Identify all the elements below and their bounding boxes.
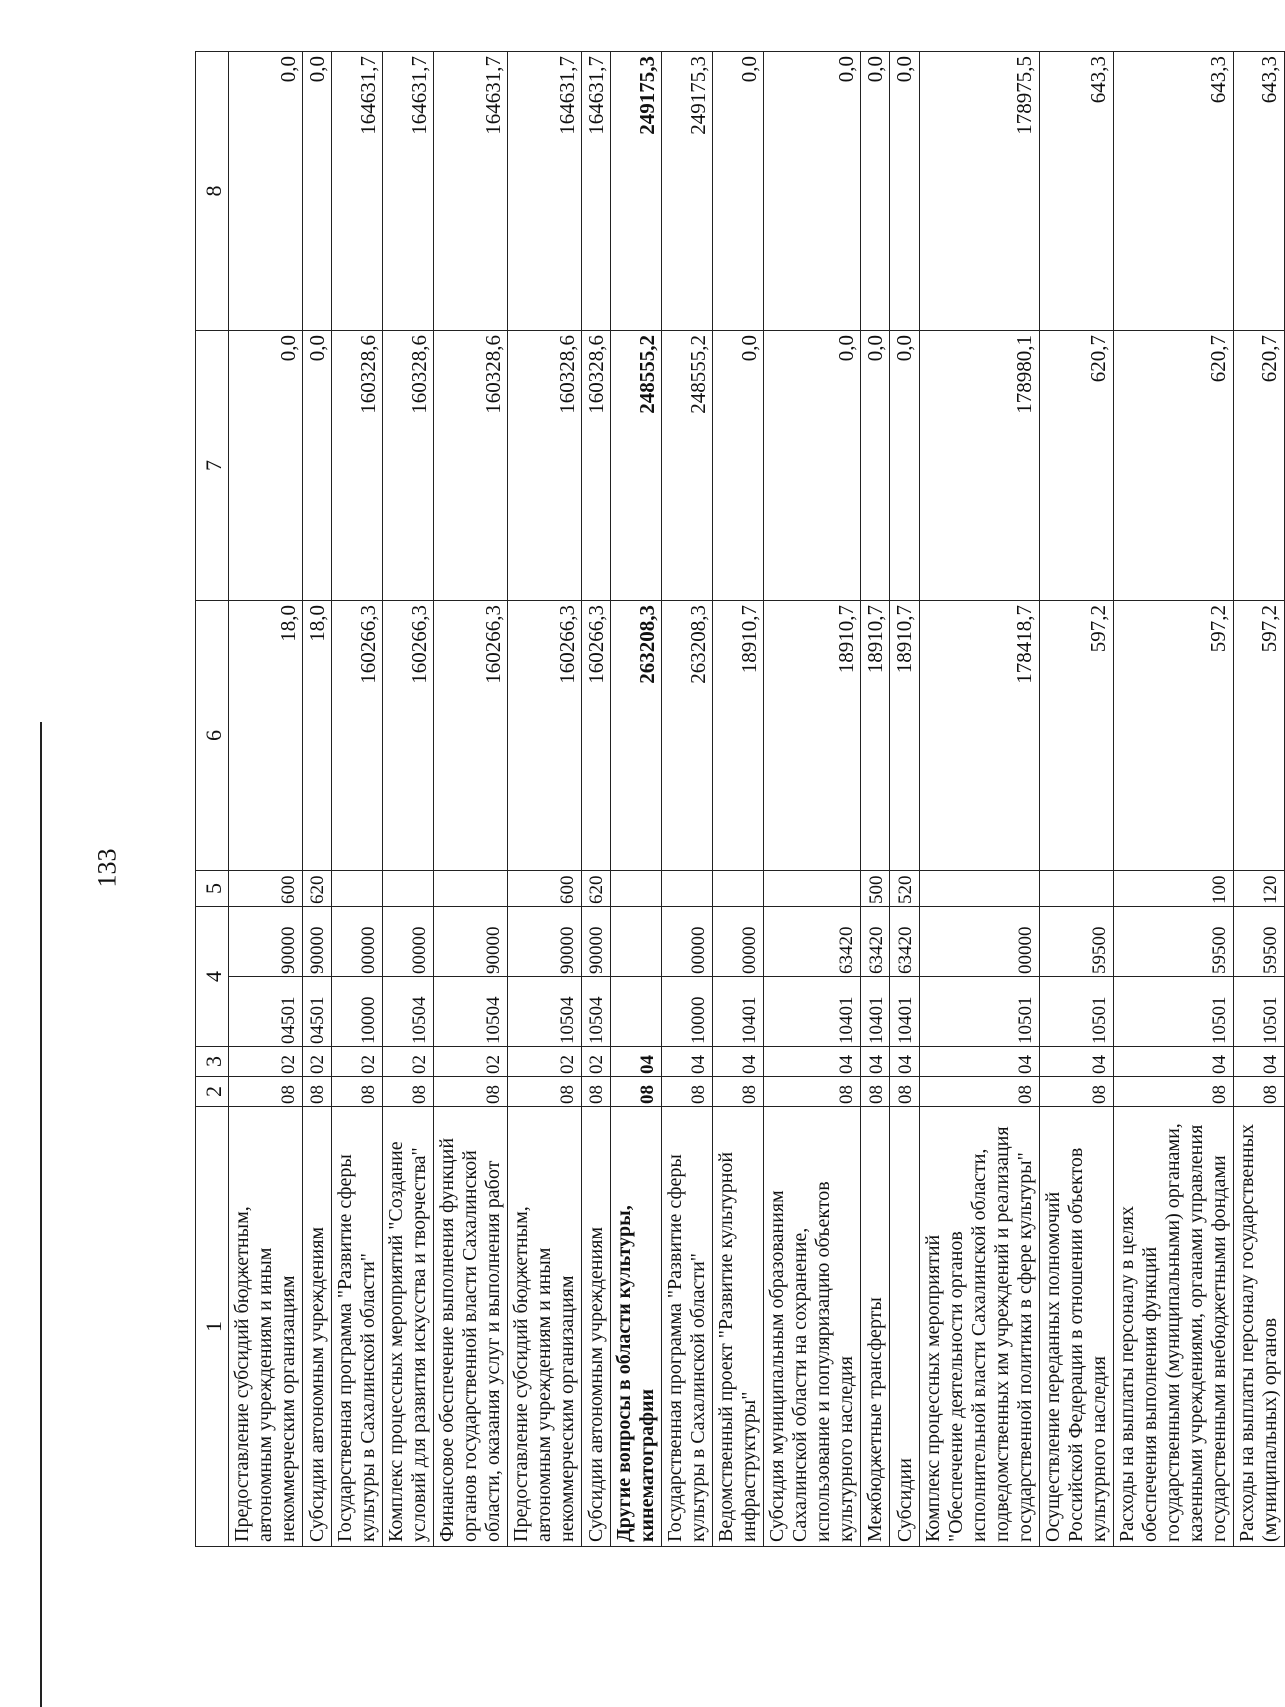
section-code-cell: 08 xyxy=(1113,1077,1233,1107)
row-name-cell: Государственная программа "Развитие сферы культуры в Сахалинской области" xyxy=(332,1107,383,1547)
amount-col-8-cell: 643,3 xyxy=(1113,52,1233,331)
subsection-code-cell: 02 xyxy=(434,1047,508,1077)
amount-col-6-cell: 597,2 xyxy=(1039,601,1113,871)
expense-type-cell: 600 xyxy=(508,871,582,907)
table-row xyxy=(1039,52,1113,1547)
expense-type-cell xyxy=(1039,871,1113,907)
target-article-suffix-cell: 63420 xyxy=(764,907,861,977)
header-col-5: 5 xyxy=(196,871,229,907)
expense-type-cell: 520 xyxy=(890,871,919,907)
amount-col-6-cell: 18,0 xyxy=(229,601,303,871)
subsection-code-cell: 04 xyxy=(611,1047,662,1077)
subsection-code-cell: 02 xyxy=(332,1047,383,1077)
row-name-cell: Предоставление субсидий бюджетным, автономным учреждениям и иным некоммерческим организациям xyxy=(508,1107,582,1547)
row-name-cell: Субсидии автономным учреждениям xyxy=(303,1107,332,1547)
target-article-suffix-cell: 59500 xyxy=(1113,907,1233,977)
amount-col-8-cell: 178975,5 xyxy=(919,52,1039,331)
budget-table xyxy=(195,51,1285,1547)
subsection-code-cell: 04 xyxy=(662,1047,713,1077)
target-article-suffix-cell: 90000 xyxy=(229,907,303,977)
amount-col-7-cell: 0,0 xyxy=(890,331,919,601)
expense-type-cell xyxy=(611,871,662,907)
subsection-code-cell: 02 xyxy=(383,1047,434,1077)
target-article-code-cell: 10401 xyxy=(890,977,919,1047)
row-name-cell: Ведомственный проект "Развитие культурной инфраструктуры" xyxy=(713,1107,764,1547)
target-article-suffix-cell: 00000 xyxy=(713,907,764,977)
section-code-cell: 08 xyxy=(1233,1077,1284,1107)
table-row xyxy=(1233,52,1284,1547)
target-article-suffix-cell: 59500 xyxy=(1039,907,1113,977)
target-article-code-cell: 10000 xyxy=(662,977,713,1047)
amount-col-8-cell: 249175,3 xyxy=(662,52,713,331)
expense-type-cell: 620 xyxy=(582,871,611,907)
target-article-code-cell: 10504 xyxy=(508,977,582,1047)
row-name-cell: Расходы на выплаты персоналу государственных (муниципальных) органов xyxy=(1233,1107,1284,1547)
subsection-code-cell: 02 xyxy=(582,1047,611,1077)
row-name-cell: Другие вопросы в области культуры, кинематографии xyxy=(611,1107,662,1547)
subsection-code-cell: 04 xyxy=(1039,1047,1113,1077)
amount-col-8-cell: 0,0 xyxy=(713,52,764,331)
section-code-cell: 08 xyxy=(861,1077,890,1107)
row-name-cell: Предоставление субсидий бюджетным, автономным учреждениям и иным некоммерческим организациям xyxy=(229,1107,303,1547)
target-article-suffix-cell: 90000 xyxy=(434,907,508,977)
expense-type-cell xyxy=(713,871,764,907)
row-name-cell: Осуществление переданных полномочий Российской Федерации в отношении объектов культурного наследия xyxy=(1039,1107,1113,1547)
section-code-cell: 08 xyxy=(611,1077,662,1107)
expense-type-cell xyxy=(434,871,508,907)
amount-col-7-cell: 620,7 xyxy=(1233,331,1284,601)
page-number: 133 xyxy=(92,848,122,888)
amount-col-6-cell: 160266,3 xyxy=(434,601,508,871)
amount-col-7-cell: 160328,6 xyxy=(332,331,383,601)
section-code-cell: 08 xyxy=(919,1077,1039,1107)
target-article-suffix-cell: 63420 xyxy=(890,907,919,977)
amount-col-6-cell: 18910,7 xyxy=(764,601,861,871)
expense-type-cell: 600 xyxy=(229,871,303,907)
amount-col-7-cell: 248555,2 xyxy=(611,331,662,601)
amount-col-8-cell: 643,3 xyxy=(1233,52,1284,331)
amount-col-8-cell: 0,0 xyxy=(303,52,332,331)
target-article-code-cell: 10401 xyxy=(764,977,861,1047)
amount-col-7-cell: 178980,1 xyxy=(919,331,1039,601)
amount-col-6-cell: 18910,7 xyxy=(890,601,919,871)
amount-col-7-cell: 160328,6 xyxy=(434,331,508,601)
rotated-table-container xyxy=(195,52,1282,1547)
subsection-code-cell: 04 xyxy=(861,1047,890,1077)
row-name-cell: Субсидия муниципальным образованиям Сахалинской области на сохранение, использование и популяризацию объектов культурного наследия xyxy=(764,1107,861,1547)
row-name-cell: Субсидии автономным учреждениям xyxy=(582,1107,611,1547)
header-col-6: 6 xyxy=(196,601,229,871)
header-col-2: 2 xyxy=(196,1077,229,1107)
target-article-code-cell: 10501 xyxy=(1039,977,1113,1047)
table-row xyxy=(508,52,582,1547)
row-name-cell: Расходы на выплаты персоналу в целях обеспечения выполнения функций государственными (муниципальными) органами, казенными учреждениями, органами управления государственными внебюджетными фондами xyxy=(1113,1107,1233,1547)
target-article-code-cell: 04501 xyxy=(303,977,332,1047)
amount-col-6-cell: 160266,3 xyxy=(332,601,383,871)
target-article-suffix-cell: 00000 xyxy=(919,907,1039,977)
amount-col-8-cell: 0,0 xyxy=(229,52,303,331)
section-code-cell: 08 xyxy=(582,1077,611,1107)
section-code-cell: 08 xyxy=(890,1077,919,1107)
amount-col-8-cell: 0,0 xyxy=(890,52,919,331)
target-article-suffix-cell: 59500 xyxy=(1233,907,1284,977)
amount-col-7-cell: 160328,6 xyxy=(383,331,434,601)
amount-col-8-cell: 0,0 xyxy=(764,52,861,331)
expense-type-cell xyxy=(662,871,713,907)
target-article-code-cell xyxy=(611,977,662,1047)
amount-col-7-cell: 620,7 xyxy=(1039,331,1113,601)
amount-col-8-cell: 164631,7 xyxy=(582,52,611,331)
section-code-cell: 08 xyxy=(662,1077,713,1107)
expense-type-cell xyxy=(383,871,434,907)
table-row xyxy=(890,52,919,1547)
row-name-cell: Межбюджетные трансферты xyxy=(861,1107,890,1547)
amount-col-6-cell: 18,0 xyxy=(303,601,332,871)
target-article-suffix-cell: 00000 xyxy=(383,907,434,977)
table-row xyxy=(611,52,662,1547)
amount-col-6-cell: 160266,3 xyxy=(508,601,582,871)
row-name-cell: Субсидии xyxy=(890,1107,919,1547)
header-col-7: 7 xyxy=(196,331,229,601)
section-code-cell: 08 xyxy=(434,1077,508,1107)
section-code-cell: 08 xyxy=(383,1077,434,1107)
table-row xyxy=(713,52,764,1547)
amount-col-7-cell: 160328,6 xyxy=(508,331,582,601)
target-article-suffix-cell: 90000 xyxy=(303,907,332,977)
amount-col-7-cell: 0,0 xyxy=(764,331,861,601)
amount-col-8-cell: 164631,7 xyxy=(508,52,582,331)
target-article-code-cell: 10501 xyxy=(1113,977,1233,1047)
table-row xyxy=(383,52,434,1547)
target-article-suffix-cell: 90000 xyxy=(508,907,582,977)
subsection-code-cell: 02 xyxy=(508,1047,582,1077)
target-article-suffix-cell xyxy=(611,907,662,977)
table-row xyxy=(332,52,383,1547)
header-col-1: 1 xyxy=(196,1107,229,1547)
target-article-code-cell: 10000 xyxy=(332,977,383,1047)
target-article-code-cell: 10401 xyxy=(713,977,764,1047)
row-name-cell: Государственная программа "Развитие сферы культуры в Сахалинской области" xyxy=(662,1107,713,1547)
amount-col-6-cell: 18910,7 xyxy=(713,601,764,871)
table-row xyxy=(662,52,713,1547)
expense-type-cell: 120 xyxy=(1233,871,1284,907)
target-article-code-cell: 10501 xyxy=(1233,977,1284,1047)
expense-type-cell xyxy=(764,871,861,907)
table-row xyxy=(1113,52,1233,1547)
table-body xyxy=(229,52,1285,1547)
amount-col-6-cell: 263208,3 xyxy=(611,601,662,871)
margin-line xyxy=(40,722,42,1707)
amount-col-7-cell: 0,0 xyxy=(303,331,332,601)
target-article-code-cell: 10504 xyxy=(434,977,508,1047)
table-row xyxy=(919,52,1039,1547)
section-code-cell: 08 xyxy=(713,1077,764,1107)
expense-type-cell: 500 xyxy=(861,871,890,907)
amount-col-7-cell: 620,7 xyxy=(1113,331,1233,601)
amount-col-7-cell: 0,0 xyxy=(229,331,303,601)
section-code-cell: 08 xyxy=(332,1077,383,1107)
target-article-suffix-cell: 63420 xyxy=(861,907,890,977)
subsection-code-cell: 04 xyxy=(713,1047,764,1077)
amount-col-8-cell: 164631,7 xyxy=(383,52,434,331)
amount-col-8-cell: 249175,3 xyxy=(611,52,662,331)
target-article-suffix-cell: 00000 xyxy=(662,907,713,977)
table-row xyxy=(582,52,611,1547)
amount-col-8-cell: 164631,7 xyxy=(434,52,508,331)
expense-type-cell: 620 xyxy=(303,871,332,907)
section-code-cell: 08 xyxy=(764,1077,861,1107)
target-article-suffix-cell: 90000 xyxy=(582,907,611,977)
amount-col-6-cell: 597,2 xyxy=(1113,601,1233,871)
target-article-code-cell: 10504 xyxy=(582,977,611,1047)
target-article-code-cell: 04501 xyxy=(229,977,303,1047)
amount-col-8-cell: 164631,7 xyxy=(332,52,383,331)
row-name-cell: Комплекс процессных мероприятий "Обеспечение деятельности органов исполнительной власти Сахалинской области, подведомственных им учреждений и реализация государственной политики в сфере культуры" xyxy=(919,1107,1039,1547)
subsection-code-cell: 04 xyxy=(764,1047,861,1077)
header-row xyxy=(196,52,229,1547)
amount-col-6-cell: 263208,3 xyxy=(662,601,713,871)
row-name-cell: Финансовое обеспечение выполнения функций органов государственной власти Сахалинской области, оказания услуг и выполнения работ xyxy=(434,1107,508,1547)
header-col-4: 4 xyxy=(196,907,229,1047)
table-row xyxy=(229,52,303,1547)
subsection-code-cell: 02 xyxy=(229,1047,303,1077)
target-article-code-cell: 10501 xyxy=(919,977,1039,1047)
expense-type-cell xyxy=(919,871,1039,907)
table-row xyxy=(861,52,890,1547)
amount-col-7-cell: 0,0 xyxy=(861,331,890,601)
amount-col-7-cell: 160328,6 xyxy=(582,331,611,601)
expense-type-cell: 100 xyxy=(1113,871,1233,907)
amount-col-7-cell: 0,0 xyxy=(713,331,764,601)
amount-col-8-cell: 643,3 xyxy=(1039,52,1113,331)
row-name-cell: Комплекс процессных мероприятий "Создание условий для развития искусства и творчества" xyxy=(383,1107,434,1547)
section-code-cell: 08 xyxy=(1039,1077,1113,1107)
amount-col-6-cell: 160266,3 xyxy=(383,601,434,871)
section-code-cell: 08 xyxy=(229,1077,303,1107)
amount-col-8-cell: 0,0 xyxy=(861,52,890,331)
section-code-cell: 08 xyxy=(303,1077,332,1107)
amount-col-6-cell: 178418,7 xyxy=(919,601,1039,871)
table-row xyxy=(303,52,332,1547)
amount-col-6-cell: 597,2 xyxy=(1233,601,1284,871)
subsection-code-cell: 04 xyxy=(919,1047,1039,1077)
table-row xyxy=(764,52,861,1547)
header-col-8: 8 xyxy=(196,52,229,331)
table-row xyxy=(434,52,508,1547)
target-article-code-cell: 10401 xyxy=(861,977,890,1047)
subsection-code-cell: 04 xyxy=(890,1047,919,1077)
amount-col-7-cell: 248555,2 xyxy=(662,331,713,601)
subsection-code-cell: 04 xyxy=(1113,1047,1233,1077)
section-code-cell: 08 xyxy=(508,1077,582,1107)
expense-type-cell xyxy=(332,871,383,907)
header-col-3: 3 xyxy=(196,1047,229,1077)
amount-col-6-cell: 18910,7 xyxy=(861,601,890,871)
target-article-code-cell: 10504 xyxy=(383,977,434,1047)
subsection-code-cell: 02 xyxy=(303,1047,332,1077)
amount-col-6-cell: 160266,3 xyxy=(582,601,611,871)
target-article-suffix-cell: 00000 xyxy=(332,907,383,977)
subsection-code-cell: 04 xyxy=(1233,1047,1284,1077)
